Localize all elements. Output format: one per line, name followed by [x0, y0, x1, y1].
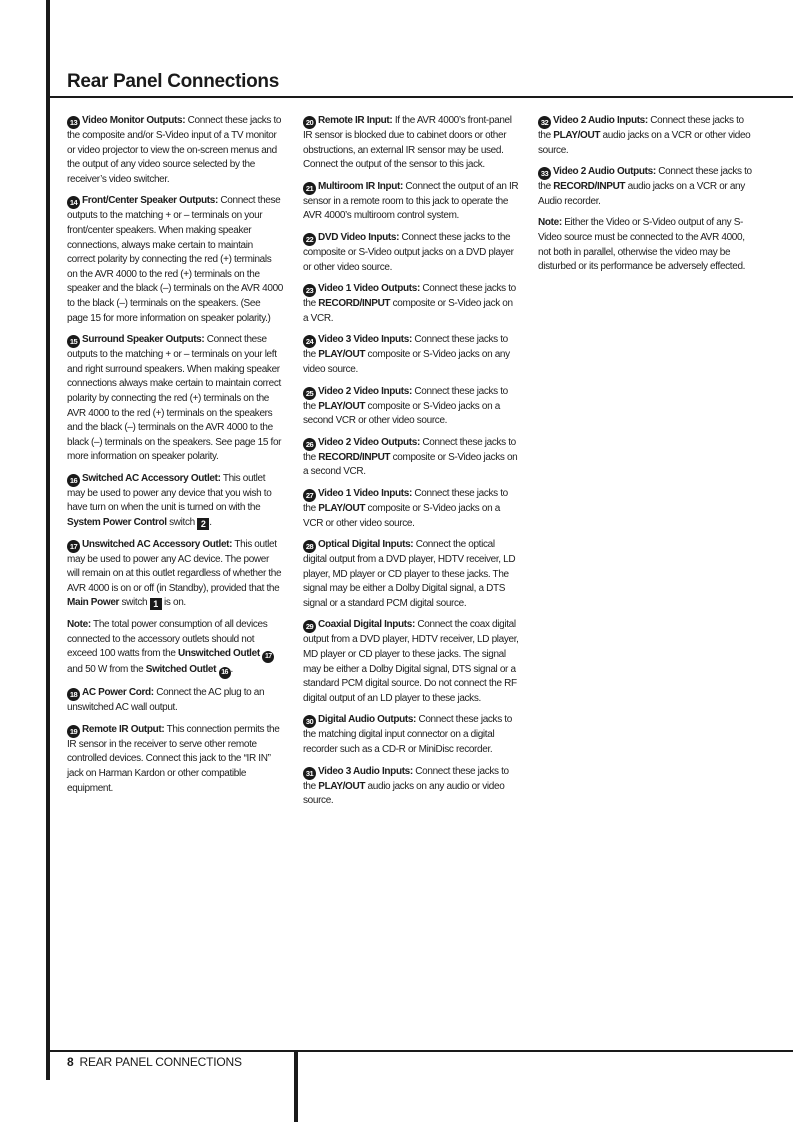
- item-title: Multiroom IR Input:: [318, 180, 403, 192]
- note-text-mid: and 50 W from the: [67, 664, 146, 676]
- item-text-after: switch: [166, 517, 198, 529]
- item-title: Remote IR Input:: [318, 115, 393, 126]
- item-end: composite or S-Video jacks on a second VCR or other video source.: [303, 400, 500, 427]
- item-31: [303, 765, 519, 809]
- item-title: AC Power Cord:: [82, 687, 154, 699]
- item-25: [303, 385, 519, 429]
- item-21: [303, 180, 519, 224]
- jack-reference: RECORD/INPUT: [318, 298, 391, 310]
- item-16: [67, 472, 283, 531]
- item-title: Coaxial Digital Inputs:: [318, 619, 415, 631]
- page-number: 8: [67, 1055, 74, 1069]
- item-text: Connect the optical digital output from a DVD player, HDTV receiver, LD player, MD player or CD player to these jacks. The signal may be either a Dolby Digital signal, a DTS signal or a standard PCM digital source.: [303, 539, 516, 609]
- callout-number-icon: 28: [303, 540, 316, 553]
- callout-number-icon: 26: [303, 438, 316, 451]
- item-title: DVD Video Inputs:: [318, 231, 400, 243]
- callout-number-icon: 24: [303, 335, 316, 348]
- page-title: Rear Panel Connections: [67, 71, 279, 92]
- item-text: Connect these jacks to the: [303, 436, 516, 463]
- item-23: [303, 282, 519, 326]
- item-text: Connect the AC plug to an unswitched AC wall output.: [67, 687, 265, 714]
- item-text: Connect these jacks to the composite and/or S-Video input of a TV monitor or video projector to view the on-screen menus and the output of any video source selected by the receiver’s video switcher.: [67, 115, 282, 185]
- item-text-after: switch: [119, 597, 150, 609]
- callout-number-icon: 29: [303, 620, 316, 633]
- item-20: [303, 114, 519, 173]
- item-29: [303, 618, 519, 706]
- item-14: [67, 194, 283, 326]
- item-text: If the AVR 4000’s front-panel IR sensor is blocked due to cabinet doors or other obstructions, an external IR sensor may be used. Connect the output of the sensor to this jack.: [303, 115, 512, 171]
- item-end: composite or S-Video jacks on a second VCR.: [303, 451, 518, 478]
- item-title: Surround Speaker Outputs:: [82, 334, 205, 346]
- item-text: Connect these jacks to the: [303, 487, 508, 514]
- callout-number-icon: 30: [303, 715, 316, 728]
- item-text: Connect the output of an IR sensor in a remote room to this jack to operate the AVR 4000’s multiroom control system.: [303, 180, 519, 222]
- item-19: [67, 723, 283, 796]
- item-title: Video Monitor Outputs:: [82, 115, 186, 126]
- jack-reference: PLAY/OUT: [318, 400, 366, 412]
- control-reference: Main Power: [67, 597, 120, 609]
- item-text: Connect these outputs to the matching + or – terminals on your left and right surround speakers. When making speaker connections always make certain to maintain correct polarity by connecting the red (+) terminals on the AVR 4000 to the red (+) terminals on the speakers and the black (–) terminals on the AVR 4000 to the black (–) terminals on the speakers. See page 15 for more information on speaker polarity.: [67, 334, 282, 463]
- column-1: [67, 114, 283, 803]
- callout-number-icon: 17: [262, 651, 274, 663]
- item-title: Video 3 Audio Inputs:: [318, 765, 413, 777]
- callout-number-icon: 16: [219, 667, 231, 679]
- note-label: Note:: [538, 217, 562, 229]
- callout-number-icon: 16: [67, 474, 80, 487]
- jack-reference: PLAY/OUT: [318, 780, 366, 792]
- item-15: [67, 333, 283, 465]
- item-text: Connect these jacks to the: [303, 385, 508, 412]
- callout-number-icon: 23: [303, 284, 316, 297]
- item-text: This outlet may be used to power any device that you wish to have turn on when the unit is turned on with the: [67, 472, 272, 514]
- item-title: Front/Center Speaker Outputs:: [82, 195, 218, 207]
- control-reference: System Power Control: [67, 517, 167, 529]
- item-text: Connect these jacks to the: [538, 166, 752, 193]
- callout-number-icon: 27: [303, 489, 316, 502]
- item-end: .: [209, 517, 212, 529]
- item-17: [67, 538, 283, 611]
- item-end: composite or S-Video jacks on a VCR or other video source.: [303, 502, 500, 529]
- item-text: This outlet may be used to power any AC device. The power will remain on at this outlet regardless of whether the AVR 4000 is on or off (in Standby), provided that the: [67, 538, 282, 594]
- jack-reference: RECORD/INPUT: [553, 181, 626, 193]
- item-end: composite or S-Video jack on a VCR.: [303, 298, 513, 324]
- item-text: Connect these jacks to the composite or S-Video output jacks on a DVD player or other video source.: [303, 231, 514, 273]
- callout-number-icon: 25: [303, 387, 316, 400]
- item-title: Video 2 Video Inputs:: [318, 385, 412, 397]
- note-text: Either the Video or S-Video output of any S-Video source must be connected to the AVR 4000, not both in parallel, otherwise the video may be disturbed or its performance be adversely effected.: [538, 217, 746, 273]
- callout-number-icon: 13: [67, 116, 80, 129]
- footer-rule: [46, 1050, 793, 1052]
- item-end: audio jacks on any audio or video source.: [303, 780, 505, 807]
- callout-number-icon: 19: [67, 725, 80, 738]
- callout-number-icon: 22: [303, 233, 316, 246]
- callout-number-icon: 15: [67, 335, 80, 348]
- item-text: Connect these jacks to the: [538, 115, 744, 141]
- item-title: Remote IR Output:: [82, 723, 165, 735]
- callout-number-icon: 31: [303, 767, 316, 780]
- left-margin-bar: [46, 0, 50, 1080]
- item-title: Video 2 Video Outputs:: [318, 436, 420, 448]
- item-end: is on.: [161, 597, 186, 609]
- callout-number-icon: 21: [303, 182, 316, 195]
- item-text: Connect these outputs to the matching + or – terminals on your front/center speakers. When making speaker connections, always make certain to maintain correct polarity by connecting the red (+) terminals on the AVR 4000 to the red (+) terminals on the speaker and the black (–) terminals on the AVR 4000 to the black (–) terminals on the speakers. (See page 15 for more information on speaker polarity.): [67, 195, 283, 324]
- item-title: Unswitched AC Accessory Outlet:: [82, 538, 233, 550]
- jack-reference: RECORD/INPUT: [318, 451, 391, 463]
- item-text: Connect these jacks to the matching digital input connector on a digital recorder such as a CD-R or MiniDisc recorder.: [303, 714, 512, 756]
- item-24: [303, 333, 519, 377]
- header-rule: [46, 96, 793, 98]
- control-reference: Unswitched Outlet: [177, 648, 260, 660]
- item-title: Video 3 Video Inputs:: [318, 334, 412, 346]
- callout-number-icon: 14: [67, 196, 80, 209]
- item-title: Video 1 Video Outputs:: [318, 283, 420, 295]
- jack-reference: PLAY/OUT: [553, 130, 601, 141]
- item-title: Video 2 Audio Outputs:: [553, 166, 656, 178]
- callout-number-icon: 17: [67, 540, 80, 553]
- jack-reference: PLAY/OUT: [318, 349, 366, 361]
- item-28: [303, 538, 519, 611]
- item-27: [303, 487, 519, 531]
- item-title: Video 2 Audio Inputs:: [553, 115, 648, 126]
- column-2: [303, 114, 519, 816]
- page-footer: [67, 1055, 242, 1069]
- item-22: [303, 231, 519, 275]
- item-title: Digital Audio Outputs:: [318, 714, 417, 726]
- note-video: [538, 216, 754, 274]
- item-text: Connect these jacks to the: [303, 765, 509, 792]
- footer-label: REAR PANEL CONNECTIONS: [79, 1055, 242, 1069]
- callout-number-icon: 20: [303, 116, 316, 129]
- item-title: Video 1 Video Inputs:: [318, 487, 412, 499]
- item-end: audio jacks on a VCR or any Audio recorder.: [538, 181, 745, 207]
- square-callout-icon: 1: [150, 598, 162, 610]
- square-callout-icon: 2: [197, 518, 209, 530]
- item-32: [538, 114, 754, 158]
- bottom-divider-bar: [294, 1050, 298, 1122]
- item-title: Switched AC Accessory Outlet:: [82, 472, 221, 484]
- item-end: composite or S-Video jacks on any video source.: [303, 349, 510, 375]
- item-end: audio jacks on a VCR or other video source.: [538, 130, 751, 156]
- callout-number-icon: 18: [67, 688, 80, 701]
- item-text: Connect these jacks to the: [303, 283, 516, 310]
- item-18: [67, 686, 283, 716]
- column-3: [538, 114, 754, 282]
- item-text: This connection permits the IR sensor in the receiver to serve other remote controlled devices. Connect this jack to the “IR IN” jack on Harman Kardon or other compatible equipment.: [67, 723, 280, 794]
- item-text: Connect these jacks to the: [303, 334, 508, 361]
- note-power: [67, 618, 283, 679]
- item-26: [303, 436, 519, 480]
- jack-reference: PLAY/OUT: [318, 502, 366, 514]
- note-text: The total power consumption of all devices connected to the accessory outlets should not exceed 100 watts from the: [67, 619, 268, 660]
- item-text: Connect the coax digital output from a DVD player, HDTV receiver, LD player, MD player or CD player to these jacks. The signal may be either a Dolby Digital signal, DTS signal or a standard PCM digital source. Do not connect the RF digital output of an LD player to these jacks.: [303, 619, 519, 704]
- control-reference: Switched Outlet: [145, 664, 217, 676]
- note-label: Note:: [67, 619, 91, 631]
- callout-number-icon: 33: [538, 167, 551, 180]
- item-title: Optical Digital Inputs:: [318, 539, 414, 551]
- item-30: [303, 713, 519, 757]
- note-end: .: [230, 664, 233, 676]
- item-13: [67, 114, 283, 187]
- callout-number-icon: 32: [538, 116, 551, 129]
- item-33: [538, 165, 754, 209]
